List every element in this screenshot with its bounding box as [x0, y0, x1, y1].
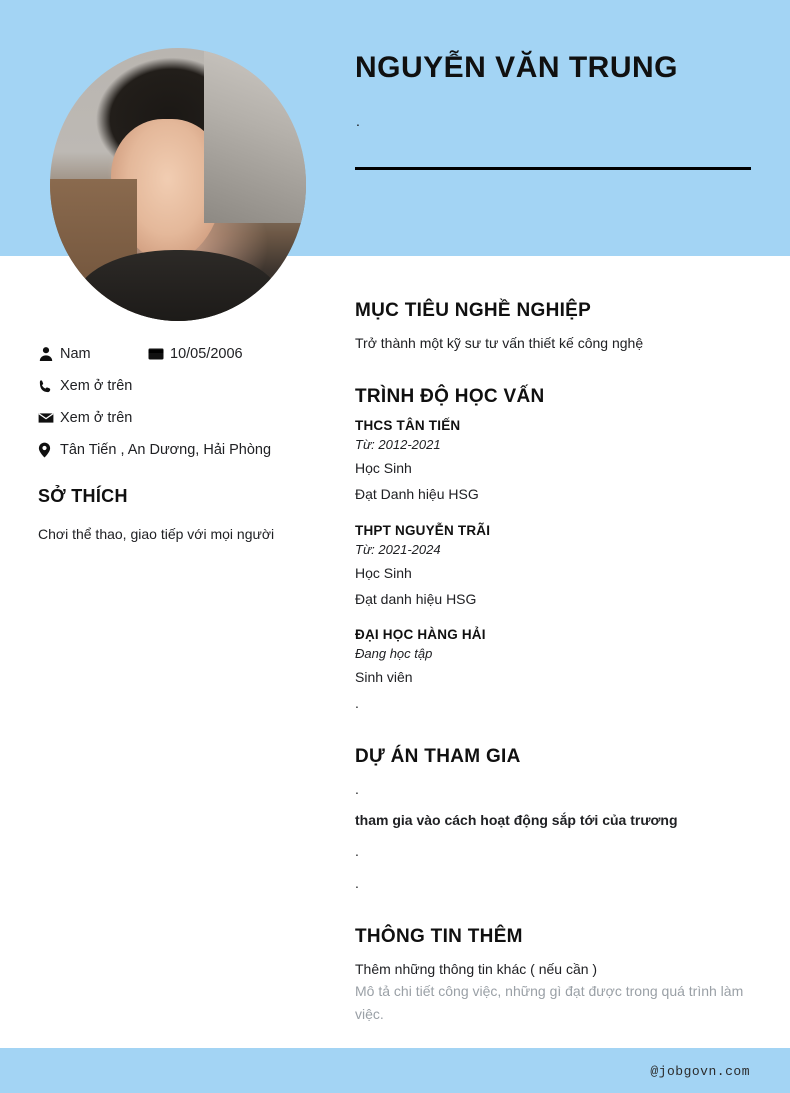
- hobbies-heading: SỞ THÍCH: [38, 486, 128, 506]
- education-note: Đạt Danh hiệu HSG: [355, 486, 479, 503]
- education-role: Học Sinh: [355, 459, 412, 476]
- objective-body: Trở thành một kỹ sư tư vấn thiết kế công nghệ: [355, 334, 644, 351]
- watermark-label: @jobgovn.com: [650, 1064, 750, 1079]
- info-phone-value: Xem ở trên: [60, 378, 133, 394]
- photo-background-wall: [204, 48, 306, 223]
- education-note: Đạt danh hiệu HSG: [355, 590, 477, 607]
- calendar-card-icon: [148, 348, 170, 360]
- education-item: [355, 523, 755, 610]
- extra-info-heading: THÔNG TIN THÊM: [355, 926, 523, 948]
- main-content: [355, 300, 755, 1025]
- projects-line-4: .: [355, 874, 359, 891]
- info-row: [38, 370, 338, 402]
- education-period: Đang học tập: [355, 646, 433, 662]
- hobbies-body: Chơi thể thao, giao tiếp với mọi người: [38, 526, 275, 542]
- info-address: [38, 442, 271, 458]
- sidebar-contact-info: [38, 338, 338, 466]
- education-item: [355, 418, 755, 505]
- info-gender: [38, 346, 148, 362]
- education-note: .: [355, 695, 359, 712]
- info-row: [38, 338, 338, 370]
- education-school: ĐẠI HỌC HÀNG HẢI: [355, 627, 486, 643]
- info-gender-value: Nam: [60, 346, 91, 362]
- header-divider: [355, 167, 751, 170]
- extra-info-line-2: Mô tả chi tiết công việc, những gì đạt được trong quá trình làm việc.: [355, 983, 744, 1022]
- info-phone: [38, 378, 132, 394]
- projects-line-3: .: [355, 843, 359, 860]
- info-row: [38, 402, 338, 434]
- education-role: Sinh viên: [355, 669, 413, 686]
- objective-heading: MỤC TIÊU NGHỀ NGHIỆP: [355, 300, 592, 321]
- projects-line-1: .: [355, 780, 359, 797]
- phone-icon: [38, 379, 60, 394]
- education-period: Từ: 2012-2021: [355, 436, 441, 452]
- info-birthdate: [148, 346, 243, 362]
- extra-info-line-1: Thêm những thông tin khác ( nếu cần ): [355, 960, 598, 977]
- location-pin-icon: [38, 442, 60, 458]
- page-title: NGUYỄN VĂN TRUNG: [355, 51, 679, 84]
- avatar: [50, 48, 306, 321]
- projects-line-2: tham gia vào cách hoạt động sắp tới của trương: [355, 811, 678, 828]
- info-email-value: Xem ở trên: [60, 410, 133, 426]
- education-school: THPT NGUYỄN TRÃI: [355, 522, 491, 538]
- education-period: Từ: 2021-2024: [355, 541, 441, 557]
- info-address-value: Tân Tiến , An Dương, Hải Phòng: [60, 442, 272, 458]
- person-icon: [38, 346, 60, 362]
- info-email: [38, 410, 132, 426]
- education-school: THCS TÂN TIẾN: [355, 417, 461, 433]
- projects-heading: DỰ ÁN THAM GIA: [355, 745, 521, 767]
- info-birthdate-value: 10/05/2006: [170, 346, 243, 362]
- header-subtitle: .: [356, 113, 360, 129]
- info-row: [38, 434, 338, 466]
- email-icon: [38, 412, 60, 424]
- education-role: Học Sinh: [355, 564, 412, 581]
- education-heading: TRÌNH ĐỘ HỌC VẤN: [355, 386, 545, 408]
- education-item: [355, 627, 755, 714]
